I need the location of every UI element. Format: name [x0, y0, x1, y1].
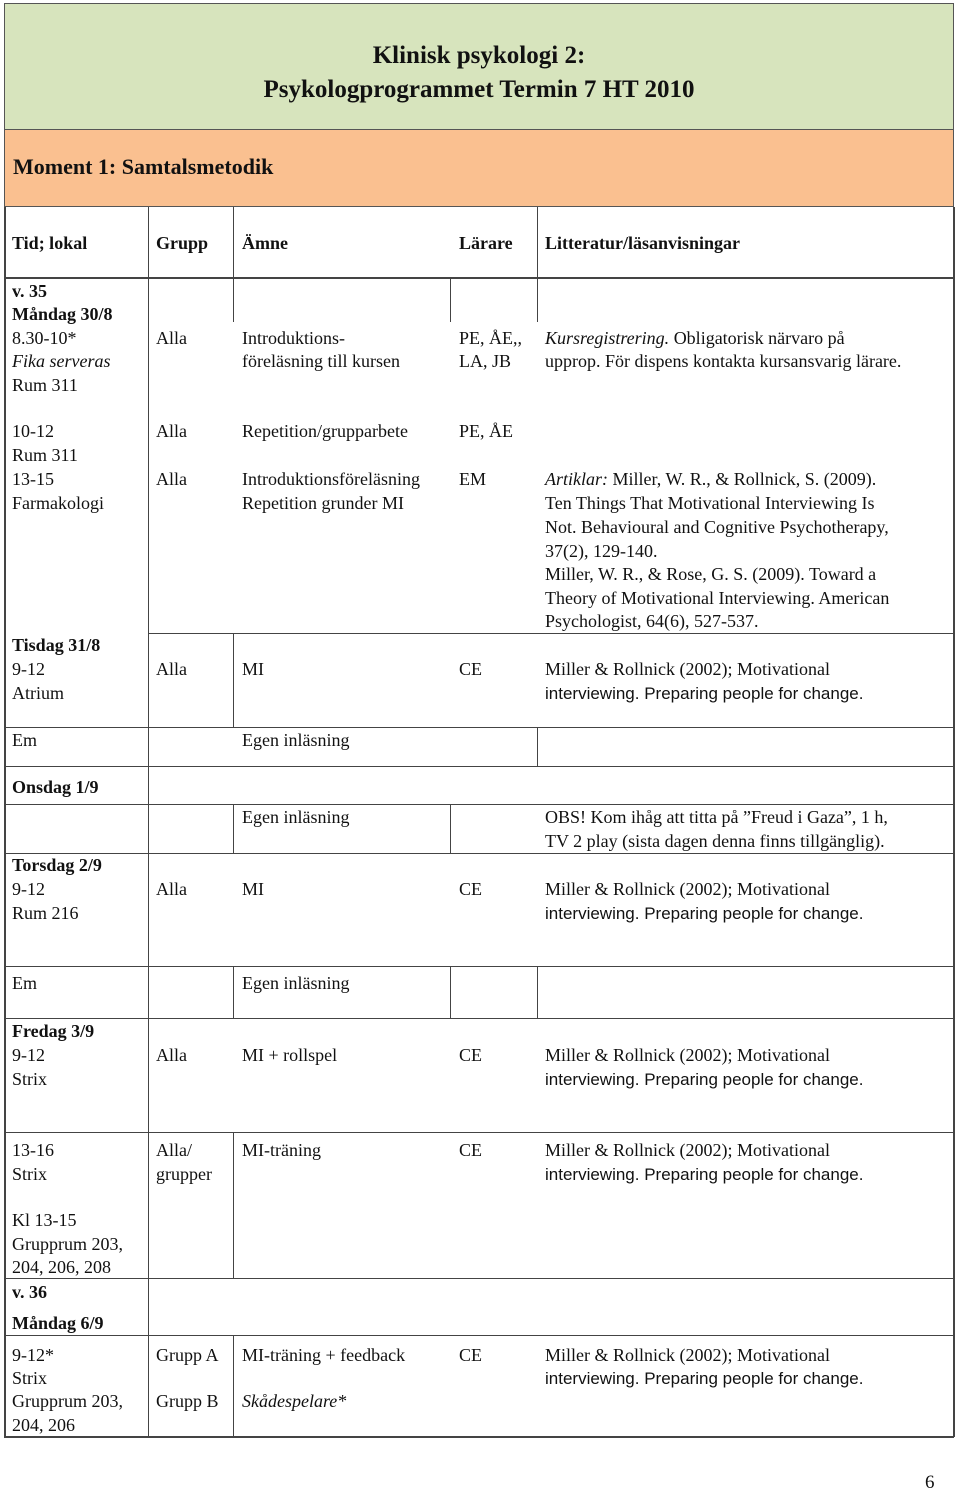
lit-italic: Artiklar: — [545, 469, 608, 489]
row-time: 10-12 — [12, 421, 54, 441]
row-note: Fika serveras — [12, 351, 111, 371]
row-literature: Miller & Rollnick (2002); Motivational — [545, 879, 830, 899]
moment-title: Moment 1: Samtalsmetodik — [13, 154, 274, 179]
title-line-2: Psykologprogrammet Termin 7 HT 2010 — [263, 76, 695, 103]
row-teacher: PE, ÅE,, — [459, 328, 522, 348]
row-time: Kl 13-15 — [12, 1210, 77, 1230]
header-larare: Lärare — [459, 233, 513, 253]
row-room: Rum 216 — [12, 903, 79, 923]
row-room: Grupprum 203, — [12, 1234, 123, 1254]
row-room: Atrium — [12, 683, 64, 703]
row-time: 9-12* — [12, 1345, 54, 1365]
row-subject: MI — [242, 659, 264, 679]
title-box — [4, 3, 954, 130]
lit-line: Not. Behavioural and Cognitive Psychotherapy, — [545, 517, 889, 537]
row-group: Alla — [156, 421, 187, 441]
row-subject: Egen inläsning — [242, 973, 350, 993]
row-time: 9-12 — [12, 659, 45, 679]
row-subject: MI-träning + feedback — [242, 1345, 406, 1365]
day-torsdag: Torsdag 2/9 — [12, 855, 102, 875]
row-room: Strix — [12, 1069, 48, 1089]
row-teacher-line2: LA, JB — [459, 351, 512, 371]
row-literature-line2: TV 2 play (sista dagen denna finns tillgänglig). — [545, 831, 885, 851]
lit-text: Obligatorisk närvaro på — [669, 328, 845, 348]
row-subject: Introduktions- — [242, 328, 345, 348]
lit-line: Ten Things That Motivational Interviewing Is — [545, 493, 875, 513]
row-literature: Miller & Rollnick (2002); Motivational — [545, 659, 830, 679]
row-teacher: PE, ÅE — [459, 421, 513, 441]
row-time: 13-16 — [12, 1140, 54, 1160]
row-room-line2: 204, 206, 208 — [12, 1257, 111, 1277]
row-group: Alla/ — [156, 1140, 192, 1160]
row-teacher: CE — [459, 1140, 483, 1160]
row-group: Alla — [156, 469, 187, 489]
row-literature — [545, 468, 876, 492]
day-mandag: Måndag 30/8 — [12, 304, 113, 324]
row-time: Em — [12, 730, 37, 750]
row-room: Rum 311 — [12, 375, 78, 395]
row-teacher: CE — [459, 659, 483, 679]
row-teacher: CE — [459, 879, 483, 899]
row-subject: MI + rollspel — [242, 1045, 338, 1065]
row-subject: Egen inläsning — [242, 807, 350, 827]
row-room: Strix — [12, 1368, 48, 1388]
day-fredag: Fredag 3/9 — [12, 1021, 95, 1041]
row-group: Alla — [156, 1045, 187, 1065]
row-room: Strix — [12, 1164, 48, 1184]
row-literature — [545, 327, 845, 351]
lit-text: Miller, W. R., & Rollnick, S. (2009). — [608, 469, 877, 489]
header-tid: Tid; lokal — [12, 233, 88, 253]
row-time: 8.30-10* — [12, 328, 77, 348]
row-subject: Repetition/grupparbete — [242, 421, 408, 441]
row-room-line3: 204, 206 — [12, 1415, 75, 1435]
row-subject: MI-träning — [242, 1140, 321, 1160]
moment-box — [4, 130, 954, 207]
week-36: v. 36 — [12, 1282, 48, 1302]
lit-line: Psychologist, 64(6), 527-537. — [545, 611, 759, 631]
row-group: Grupp A — [156, 1345, 219, 1365]
row-literature-line2: upprop. För dispens kontakta kursansvarig lärare. — [545, 351, 902, 371]
header-amne: Ämne — [242, 233, 288, 253]
row-teacher: CE — [459, 1345, 483, 1365]
row-teacher: EM — [459, 469, 486, 489]
row-literature: Miller & Rollnick (2002); Motivational — [545, 1045, 830, 1065]
row-subject: MI — [242, 879, 264, 899]
day-mandag-2: Måndag 6/9 — [12, 1313, 104, 1333]
row-room: Farmakologi — [12, 493, 104, 513]
title-line-1: Klinisk psykologi 2: — [372, 42, 586, 69]
row-literature: Miller & Rollnick (2002); Motivational — [545, 1345, 830, 1365]
lit-line: Theory of Motivational Interviewing. American — [545, 588, 890, 608]
lit-line: 37(2), 129-140. — [545, 541, 658, 561]
day-tisdag: Tisdag 31/8 — [12, 635, 101, 655]
row-literature-line2: interviewing. Preparing people for change. — [545, 1369, 864, 1388]
row-subject: Introduktionsföreläsning — [242, 469, 420, 489]
row-room-line2: Grupprum 203, — [12, 1391, 123, 1411]
week-35: v. 35 — [12, 281, 48, 301]
day-onsdag: Onsdag 1/9 — [12, 777, 99, 797]
row-time: 13-15 — [12, 469, 54, 489]
row-teacher: CE — [459, 1045, 483, 1065]
row-literature: Miller & Rollnick (2002); Motivational — [545, 1140, 830, 1160]
header-grupp: Grupp — [156, 233, 209, 253]
row-time: 9-12 — [12, 1045, 45, 1065]
lit-italic: Kursregistrering. — [545, 328, 670, 348]
lit-line: Miller, W. R., & Rose, G. S. (2009). Toward a — [545, 564, 877, 584]
row-subject-line2: föreläsning till kursen — [242, 351, 400, 371]
row-time: Em — [12, 973, 37, 993]
row-literature-line2: interviewing. Preparing people for change. — [545, 1165, 864, 1184]
row-group: Alla — [156, 659, 187, 679]
row-literature: OBS! Kom ihåg att titta på ”Freud i Gaza”, 1 h, — [545, 807, 888, 827]
row-literature-line2: interviewing. Preparing people for change. — [545, 684, 864, 703]
row-literature-line2: interviewing. Preparing people for change. — [545, 1070, 864, 1089]
row-subject: Egen inläsning — [242, 730, 350, 750]
row-group: Alla — [156, 879, 187, 899]
row-literature-line2: interviewing. Preparing people for change. — [545, 904, 864, 923]
row-group-line2: grupper — [156, 1164, 212, 1184]
header-litteratur: Litteratur/läsanvisningar — [545, 233, 741, 253]
row-time: 9-12 — [12, 879, 45, 899]
row-group-2: Grupp B — [156, 1391, 219, 1411]
page-number: 6 — [925, 1472, 935, 1493]
row-group: Alla — [156, 328, 187, 348]
row-subject-line2: Repetition grunder MI — [242, 493, 404, 513]
row-room: Rum 311 — [12, 445, 78, 465]
row-subject-2: Skådespelare* — [242, 1391, 347, 1411]
